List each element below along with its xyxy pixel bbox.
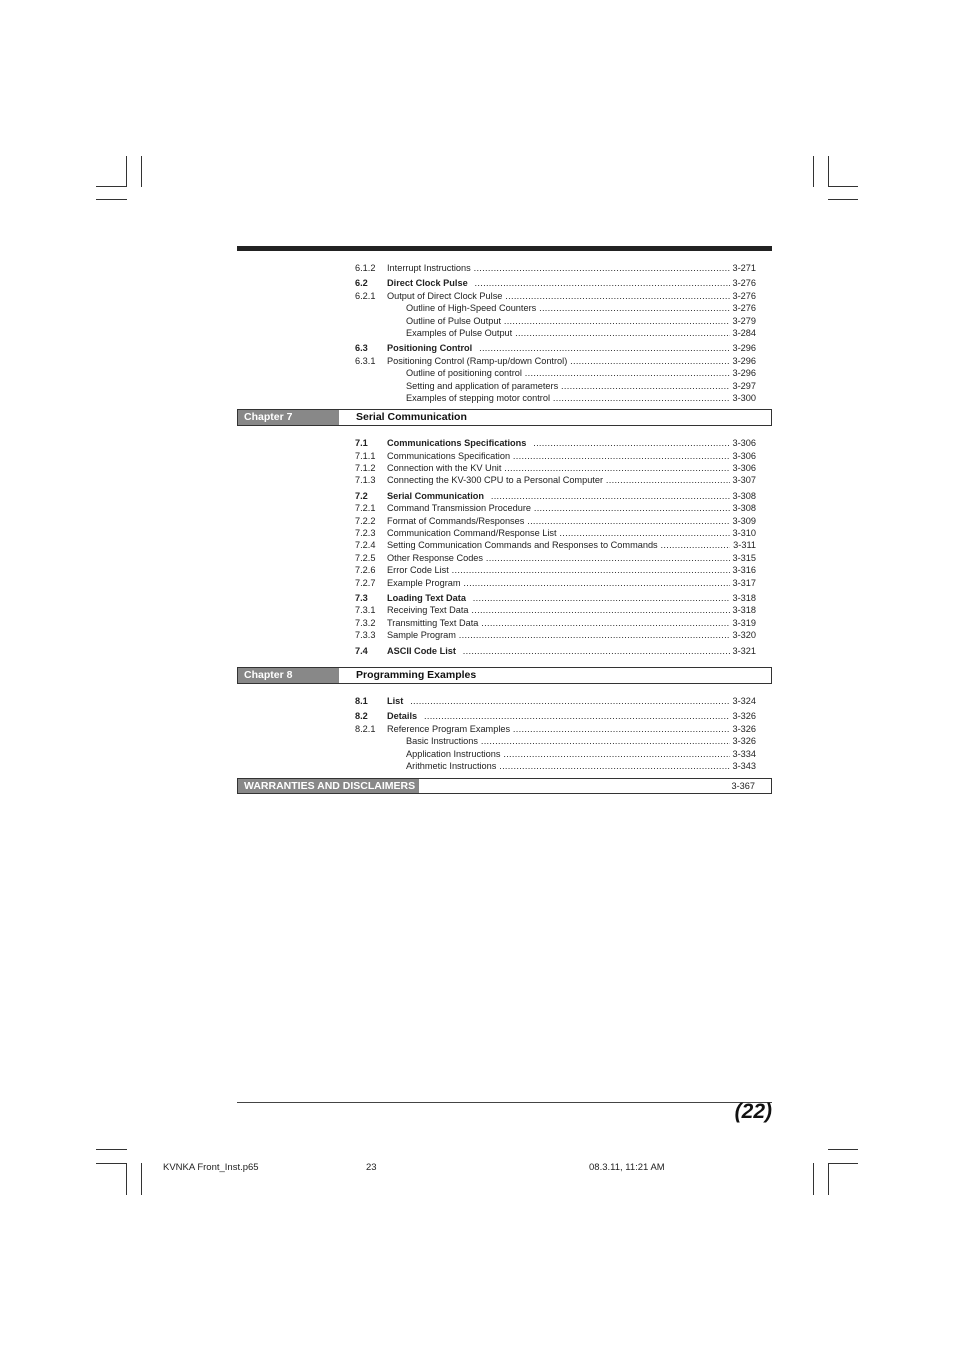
toc-entry-title-text: Format of Commands/Responses: [387, 515, 525, 526]
toc-entry-number: 7.2: [355, 490, 368, 501]
warranties-header: [237, 778, 772, 794]
toc-entry-page: 3-318: [732, 605, 756, 616]
toc-entry-title: [406, 302, 730, 314]
toc-entry-page: 3-276: [732, 290, 756, 301]
crop-mark: [126, 1163, 127, 1195]
toc-entry-number: 7.3: [355, 592, 368, 603]
toc-entry-page: 3-311: [733, 540, 756, 551]
toc-entry: [237, 645, 772, 657]
toc-entry: [237, 315, 772, 327]
toc-entry: [237, 502, 772, 514]
crop-mark: [141, 1163, 142, 1195]
toc-entry-title: [387, 474, 730, 486]
chapter-7-header: [237, 409, 772, 426]
crop-mark: [141, 156, 142, 187]
toc-entry-title-text: Reference Program Examples: [387, 723, 511, 734]
toc-entry-page: 3-326: [732, 736, 756, 747]
toc-entry-title-text: Command Transmission Procedure: [387, 503, 531, 514]
toc-entry-number: 6.3.1: [355, 355, 376, 366]
toc-section-chapter8: [237, 695, 772, 772]
toc-entry-title: [387, 629, 730, 641]
toc-entry-page: 3-343: [732, 760, 756, 771]
toc-entry-title-text: Direct Clock Pulse: [387, 278, 468, 289]
toc-entry: [237, 723, 772, 735]
toc-entry-title: [387, 277, 730, 289]
crop-mark: [126, 156, 127, 187]
toc-entry-title-text: Communications Specifications: [387, 438, 527, 449]
toc-entry-page: 3-317: [732, 577, 756, 588]
toc-entry-number: 7.2.4: [355, 540, 376, 551]
toc-entry-page: 3-306: [732, 463, 756, 474]
toc-entry-page: 3-321: [732, 645, 756, 656]
chapter-8-label: Chapter 8: [238, 668, 339, 683]
toc-entry-title-text: Outline of Pulse Output: [406, 315, 501, 326]
toc-entry: [237, 629, 772, 641]
toc-entry-title-text: Setting Communication Commands and Responses to Commands: [387, 540, 658, 551]
toc-entry: [237, 748, 772, 760]
toc-entry-title: [406, 327, 730, 339]
toc-entry-title-text: Basic Instructions: [406, 736, 478, 747]
slug-sheet-number: 23: [366, 1162, 377, 1173]
toc-entry-number: 6.2.1: [355, 290, 376, 301]
toc-entry: [237, 515, 772, 527]
toc-entry-page: 3-319: [732, 617, 756, 628]
toc-entry-title-text: Examples of stepping motor control: [406, 392, 551, 403]
toc-entry-title: [406, 380, 730, 392]
toc-entry-title-text: Transmitting Text Data: [387, 617, 479, 628]
toc-entry-title: [387, 527, 730, 539]
toc-entry-page: 3-297: [732, 380, 756, 391]
toc-entry-title-text: Communications Specification: [387, 450, 511, 461]
toc-section-chapter7: [237, 437, 772, 657]
toc-entry-title-text: Error Code List: [387, 565, 449, 576]
toc-entry-title: [387, 577, 730, 589]
toc-entry-title: [387, 502, 730, 514]
toc-entry-title: [406, 315, 730, 327]
toc-entry-title: [387, 564, 730, 576]
toc-entry-title-text: Positioning Control: [387, 343, 473, 354]
footer-rule: [237, 1102, 772, 1103]
toc-entry-page: 3-279: [732, 315, 756, 326]
toc-entry: [237, 462, 772, 474]
toc-entry-number: 7.3.2: [355, 617, 376, 628]
toc-entry-title: [387, 552, 730, 564]
slug-filename: KVNKA Front_Inst.p65: [163, 1162, 259, 1173]
toc-entry-page: 3-326: [732, 711, 756, 722]
toc-entry: [237, 617, 772, 629]
toc-entry-title-text: Receiving Text Data: [387, 605, 469, 616]
toc-entry-number: 7.1.3: [355, 475, 376, 486]
toc-entry-page: 3-306: [732, 438, 756, 449]
toc-entry-number: 7.2.3: [355, 528, 376, 539]
toc-entry: [237, 327, 772, 339]
crop-mark: [828, 199, 858, 200]
toc-entry: [237, 450, 772, 462]
toc-entry-page: 3-318: [732, 592, 756, 603]
toc-entry-title-text: Other Response Codes: [387, 552, 484, 563]
toc-entry-title: [387, 617, 730, 629]
toc-entry-title: [387, 592, 730, 604]
toc-entry-title-text: Connecting the KV-300 CPU to a Personal Computer: [387, 475, 604, 486]
toc-entry-title-text: Positioning Control (Ramp-up/down Control): [387, 355, 568, 366]
toc-entry-title: [387, 604, 730, 616]
toc-entry-title-text: Example Program: [387, 577, 461, 588]
toc-entry-title: [387, 342, 730, 354]
crop-mark: [96, 199, 127, 200]
chapter-7-label: Chapter 7: [238, 410, 339, 425]
toc-entry-page: 3-316: [732, 565, 756, 576]
toc-entry-number: 7.3.1: [355, 605, 376, 616]
chapter-8-header: [237, 667, 772, 684]
toc-entry-title-text: Output of Direct Clock Pulse: [387, 290, 503, 301]
crop-mark: [828, 156, 829, 187]
toc-entry-title-text: Connection with the KV Unit: [387, 463, 502, 474]
toc-entry: [237, 564, 772, 576]
toc-entry-page: 3-326: [732, 723, 756, 734]
toc-entry: [237, 695, 772, 707]
toc-entry-title-text: Arithmetic Instructions: [406, 760, 497, 771]
toc-entry-title-text: Communication Command/Response List: [387, 528, 557, 539]
toc-entry-title-text: Outline of positioning control: [406, 368, 522, 379]
toc-entry-page: 3-309: [732, 515, 756, 526]
toc-section-chapter6-continued: [237, 262, 772, 404]
toc-entry-title: [387, 290, 730, 302]
toc-entry-page: 3-296: [732, 355, 756, 366]
toc-entry-title: [387, 695, 730, 707]
table-of-contents: [237, 262, 772, 794]
toc-entry-number: 7.1.1: [355, 450, 376, 461]
crop-mark: [813, 156, 814, 187]
toc-entry: [237, 552, 772, 564]
toc-entry-page: 3-276: [732, 303, 756, 314]
toc-entry-number: 8.1: [355, 695, 368, 706]
toc-entry-title: [387, 262, 730, 274]
toc-entry: [237, 277, 772, 289]
toc-entry-page: 3-296: [732, 368, 756, 379]
toc-entry-title-text: List: [387, 695, 404, 706]
toc-entry-page: 3-300: [732, 392, 756, 403]
toc-entry-title: [406, 735, 730, 747]
toc-entry-page: 3-324: [732, 695, 756, 706]
toc-entry: [237, 760, 772, 772]
toc-entry: [237, 262, 772, 274]
toc-entry-page: 3-284: [732, 327, 756, 338]
toc-entry-page: 3-334: [732, 748, 756, 759]
toc-entry: [237, 710, 772, 722]
chapter-8-title: Programming Examples: [356, 668, 477, 681]
toc-entry-title: [406, 367, 730, 379]
toc-entry-title-text: Sample Program: [387, 630, 456, 641]
toc-entry-title: [387, 710, 730, 722]
crop-mark: [96, 1149, 127, 1150]
warranties-label: WARRANTIES AND DISCLAIMERS: [238, 779, 419, 793]
toc-entry: [237, 577, 772, 589]
toc-entry-title-text: Outline of High-Speed Counters: [406, 303, 537, 314]
toc-entry: [237, 302, 772, 314]
toc-entry-title-text: Examples of Pulse Output: [406, 327, 513, 338]
toc-entry-page: 3-271: [732, 263, 756, 273]
crop-mark: [96, 1163, 127, 1164]
page-number: (22): [734, 1100, 772, 1123]
slug-timestamp: 08.3.11, 11:21 AM: [589, 1162, 665, 1173]
toc-entry-page: 3-308: [732, 490, 756, 501]
header-rule: [237, 246, 772, 251]
toc-entry-number: 7.2.2: [355, 515, 376, 526]
crop-mark: [828, 1149, 858, 1150]
toc-entry: [237, 367, 772, 379]
toc-entry-page: 3-308: [732, 503, 756, 514]
toc-entry-page: 3-310: [732, 528, 756, 539]
toc-entry: [237, 490, 772, 502]
toc-entry-number: 7.2.5: [355, 552, 376, 563]
toc-entry-number: 8.2.1: [355, 723, 376, 734]
toc-entry-page: 3-306: [732, 450, 756, 461]
toc-entry: [237, 604, 772, 616]
toc-entry-title: [387, 539, 730, 551]
toc-entry: [237, 474, 772, 486]
toc-entry-number: 6.1.2: [355, 263, 376, 273]
toc-entry-number: 7.3.3: [355, 630, 376, 641]
toc-entry-title: [387, 355, 730, 367]
crop-mark: [96, 186, 127, 187]
warranties-page: 3-367: [731, 781, 755, 792]
toc-entry-title: [387, 645, 730, 657]
toc-entry-number: 6.3: [355, 343, 368, 354]
toc-entry-title: [387, 462, 730, 474]
toc-entry-page: 3-296: [732, 343, 756, 354]
toc-entry: [237, 290, 772, 302]
toc-entry-page: 3-276: [732, 278, 756, 289]
toc-entry-title: [406, 748, 730, 760]
toc-entry-number: 7.2.1: [355, 503, 376, 514]
toc-entry: [237, 437, 772, 449]
toc-entry: [237, 392, 772, 404]
toc-entry: [237, 539, 772, 551]
toc-entry-title: [387, 723, 730, 735]
toc-entry: [237, 355, 772, 367]
toc-entry: [237, 527, 772, 539]
toc-entry-title: [406, 760, 730, 772]
toc-entry-title: [387, 437, 730, 449]
toc-entry: [237, 592, 772, 604]
toc-entry-page: 3-315: [732, 552, 756, 563]
toc-entry-number: 7.4: [355, 645, 368, 656]
toc-entry: [237, 342, 772, 354]
toc-entry-title: [387, 490, 730, 502]
toc-entry-title-text: Application Instructions: [406, 748, 501, 759]
toc-entry-title-text: Interrupt Instructions: [387, 263, 471, 273]
toc-entry: [237, 735, 772, 747]
crop-mark: [828, 1163, 858, 1164]
toc-entry-page: 3-307: [732, 475, 756, 486]
toc-entry-number: 7.1: [355, 438, 368, 449]
toc-entry: [237, 380, 772, 392]
toc-entry-number: 7.2.6: [355, 565, 376, 576]
toc-entry-number: 7.2.7: [355, 577, 376, 588]
toc-entry-title: [387, 515, 730, 527]
toc-entry-title: [406, 392, 730, 404]
crop-mark: [828, 186, 858, 187]
toc-entry-number: 7.1.2: [355, 463, 376, 474]
chapter-7-title: Serial Communication: [356, 411, 467, 424]
crop-mark: [813, 1163, 814, 1195]
toc-entry-title-text: Serial Communication: [387, 490, 484, 501]
toc-entry-title: [387, 450, 730, 462]
toc-entry-title-text: ASCII Code List: [387, 645, 456, 656]
crop-mark: [828, 1163, 829, 1195]
toc-entry-number: 8.2: [355, 711, 368, 722]
toc-entry-title-text: Details: [387, 711, 418, 722]
toc-entry-number: 6.2: [355, 278, 368, 289]
toc-entry-title-text: Setting and application of parameters: [406, 380, 559, 391]
toc-entry-page: 3-320: [732, 630, 756, 641]
toc-entry-title-text: Loading Text Data: [387, 592, 466, 603]
